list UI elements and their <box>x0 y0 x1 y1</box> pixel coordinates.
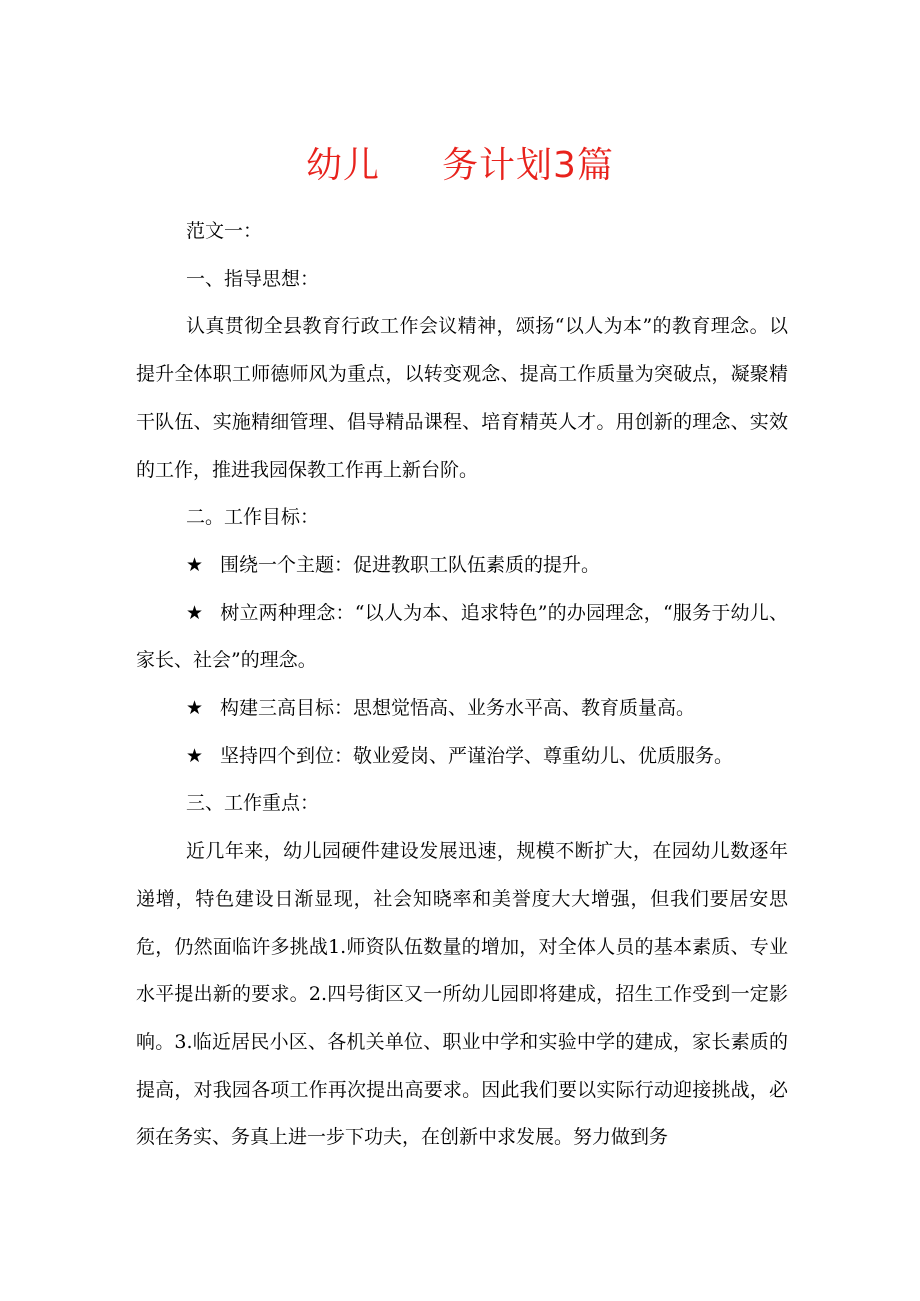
goal-item-2 <box>136 590 788 685</box>
paragraph-section-1-heading: 一、指导思想： <box>186 267 320 290</box>
document-title <box>0 138 920 194</box>
goal-item-text: 构建三高目标：思想觉悟高、业务水平高、教育质量高。 <box>220 697 696 720</box>
title-part-1: 幼儿 <box>306 145 381 186</box>
paragraph-section-2-heading: 二。工作目标： <box>186 506 320 529</box>
paragraph-work-focus: 近几年来，幼儿园硬件建设发展迅速，规模不断扩大，在园幼儿数逐年递增，特色建设日渐显现，社会知晓率和美誉度大大增强，但我们要居安思危，仍然面临许多挑战1.师资队伍数量的增加，对全体人员的基本素质、专业水平提出新的要求。2.四号街区又一所幼儿园即将建成，招生工作受到一定影响。3.临近居民小区、各机关单位、职业中学和实验中学的建成，家长素质的提高，对我园各项工作再次提出高要求。因此我们要以实际行动迎接挑战，必须在务实、务真上进一步下功夫，在创新中求发展。努力做到务 <box>136 840 788 1149</box>
paragraph-section-3-heading: 三、工作重点： <box>186 792 320 815</box>
goal-item-text: 坚持四个到位：敬业爱岗、严谨治学、尊重幼儿、优质服务。 <box>220 744 734 767</box>
goal-item-3 <box>136 685 788 733</box>
star-icon: ★ <box>186 744 204 767</box>
star-icon: ★ <box>186 553 204 576</box>
paragraph-guiding-ideology: 认真贯彻全县教育行政工作会议精神，颂扬“以人为本”的教育理念。以提升全体职工师德师风为重点，以转变观念、提高工作质量为突破点，凝聚精干队伍、实施精细管理、倡导精品课程、培育精英人才。用创新的理念、实效的工作，推进我园保教工作再上新台阶。 <box>136 315 788 481</box>
star-icon: ★ <box>186 697 204 720</box>
goal-item-1 <box>136 542 788 590</box>
goal-item-4 <box>136 733 788 781</box>
goal-item-text: 树立两种理念：“以人为本、追求特色”的办园理念，“服务于幼儿、家长、社会”的理念。 <box>136 601 788 672</box>
paragraph-sample-heading: 范文一： <box>186 220 263 242</box>
star-icon: ★ <box>186 601 204 624</box>
document-body <box>136 208 788 1162</box>
title-part-2: 务计划3篇 <box>442 145 614 186</box>
goal-item-text: 围绕一个主题：促进教职工队伍素质的提升。 <box>220 553 601 576</box>
